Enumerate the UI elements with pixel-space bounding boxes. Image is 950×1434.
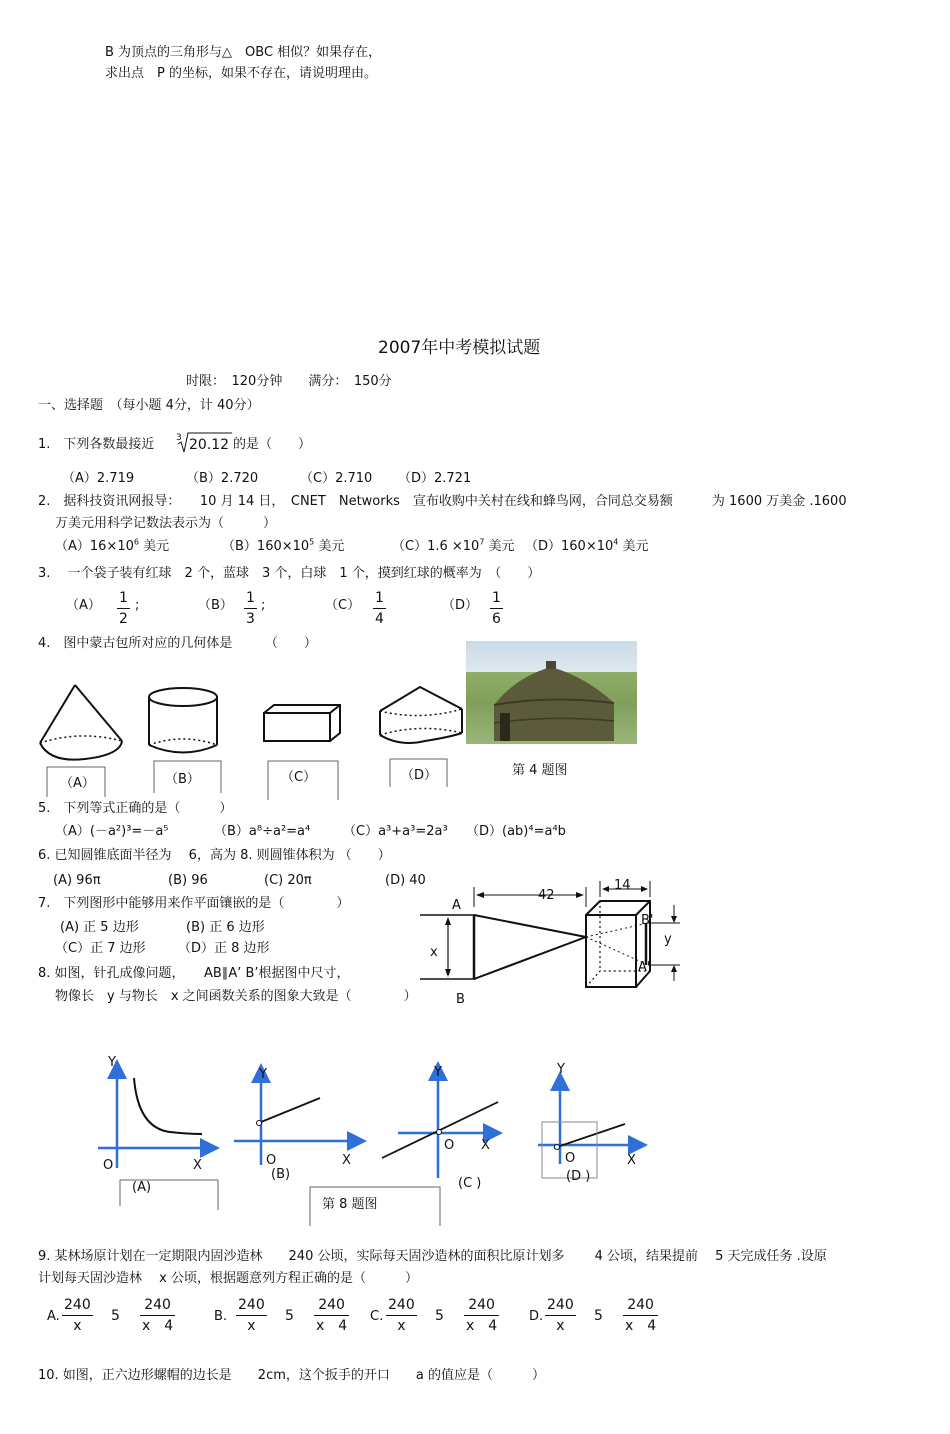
exam-meta: 时限： 120分钟 满分： 150分 [186,374,392,389]
q9-c-fraction-2: $\frac{240}{x 4}$ [466,1297,498,1334]
q3-fraction-d: $\frac{1}{6}$ [492,590,501,627]
cuboid-shape [264,705,340,741]
q6-option-c: (C) 20π [264,873,312,888]
q1-root-index: 3 [176,433,182,443]
graph-b-y-label: Y [259,1067,267,1082]
q9-option-c-letter: C. [370,1309,384,1324]
q3-label-b: （B） [198,598,233,613]
q9-d-fraction-1: $\frac{240}{x}$ [547,1297,574,1334]
q6-option-d: (D) 40 [385,873,426,888]
q3-sep-a: ; [135,598,140,613]
graph-b-caption: (B) [271,1167,291,1182]
graph-b-origin: O [266,1153,277,1168]
q5-option-c: （C）a³+a³=2a³ [343,824,448,839]
q3-fraction-c: $\frac{1}{4}$ [375,590,384,627]
q1-option-a: （A）2.719 [62,471,135,486]
graph-b [234,1068,362,1165]
q4-label-b: （B） [165,772,200,787]
pinhole-label-a: A [452,898,461,913]
q9-option-d-letter: D. [529,1309,544,1324]
q9-b-mid: 5 [285,1308,294,1324]
exam-title: 2007年中考模拟试题 [378,338,541,358]
q8-caption: 第 8 题图 [322,1197,378,1212]
graph-a [98,1064,218,1210]
q1-option-d: （D）2.721 [398,471,472,486]
q4-caption: 第 4 题图 [512,763,568,778]
q9-option-b-letter: B. [214,1309,228,1324]
q9-b-fraction-2: $\frac{240}{x 4}$ [316,1297,348,1334]
graph-d-caption: (D ) [566,1169,591,1184]
q1-option-c: （C）2.710 [300,471,373,486]
q9-c-mid: 5 [435,1308,444,1324]
graph-c-x-label: X [481,1138,490,1153]
pinhole-label-42: 42 [538,888,555,903]
q9-line-1: 9. 某林场原计划在一定期限内固沙造林 240 公顷，实际每天固沙造林的面积比原计划多 4 公顷，结果提前 5 天完成任务 .设原 [38,1249,827,1264]
q9-c-fraction-1: $\frac{240}{x}$ [388,1297,415,1334]
q3-label-d: （D） [442,598,479,613]
q5-option-d: （D）(ab)⁴=a⁴b [466,824,566,839]
q7-option-a: (A) 正 5 边形 [60,920,139,935]
graph-a-origin: O [103,1158,114,1173]
q9-b-fraction-1: $\frac{240}{x}$ [238,1297,265,1334]
q5-option-a: （A）(－a²)³=－a⁵ [55,824,169,839]
q4-label-c: （C） [281,770,317,785]
pinhole-label-a-prime: A' [638,960,651,975]
q3-label-c: （C） [325,598,361,613]
q9-d-fraction-2: $\frac{240}{x 4}$ [625,1297,657,1334]
graph-d-y-label: Y [557,1062,565,1077]
q2-option-c: $(C)1.6 \times 10^7$ 美元 [392,537,515,554]
pinhole-label-b-prime: B' [641,913,654,928]
q9-a-mid: 5 [111,1308,120,1324]
q6-text: 6. 已知圆锥底面半径为 6，高为 8. 则圆锥体积为 （ ） [38,848,391,863]
q2-option-d: $(D)160\times 10^4$ 美元 [525,537,649,554]
q9-a-fraction-1: $\frac{240}{x}$ [64,1297,91,1334]
q3-sep-b: ; [261,598,266,613]
q3-label-a: （A） [66,598,101,613]
q2-option-a: $(A)16\times 10^6$ 美元 [55,537,170,554]
section-heading: 一、选择题 （每小题 4分，计 40分） [38,398,260,413]
q7-option-d: （D）正 8 边形 [178,941,270,956]
q4-text: 4. 图中蒙古包所对应的几何体是 （ ） [38,636,317,651]
q7-option-b: (B) 正 6 边形 [186,920,265,935]
q7-option-c: （C）正 7 边形 [55,941,146,956]
yurt-illustration [486,655,636,745]
q3-text: 3. 一个袋子装有红球 2 个，蓝球 3 个，白球 1 个，摸到红球的概率为 （ ） [38,566,541,581]
graph-c-caption: (C ) [458,1176,482,1191]
q9-line-2: 计划每天固沙造林 x 公顷，根据题意列方程正确的是（ ） [38,1271,418,1286]
graph-a-x-label: X [193,1158,202,1173]
graph-c-origin: O [444,1138,455,1153]
q10-text: 10. 如图，正六边形螺帽的边长是 2cm，这个扳手的开口 a 的值应是（ ） [38,1368,545,1383]
q9-a-fraction-2: $\frac{240}{x 4}$ [142,1297,174,1334]
q1-option-b: （B）2.720 [186,471,259,486]
graph-d-x-label: X [627,1153,636,1168]
graph-a-caption: (A) [132,1180,152,1195]
q5-text: 5. 下列等式正确的是（ ） [38,801,233,816]
q9-d-mid: 5 [594,1308,603,1324]
q4-label-a: （A） [60,776,95,791]
q3-fraction-a: $\frac{1}{2}$ [119,590,128,627]
graph-c-y-label: Y [434,1065,442,1080]
q8-line-2: 物像长 y 与物长 x 之间函数关系的图象大致是（ ） [55,989,417,1004]
q8-line-1: 8. 如图，针孔成像问题， AB∥A’ B’根据图中尺寸， [38,966,350,981]
q4-solids-figure [30,675,470,805]
q1-text: 1. 下列各数最接近 [38,437,155,452]
q6-option-a: (A) 96π [53,873,101,888]
q2-line-1: 2. 据科技资讯网报导： 10 月 14 日， CNET Networks 宣布收购中关村在线和蜂鸟网，合同总交易额 为 1600 万美金 .1600 [38,494,847,509]
q6-option-b: (B) 96 [168,873,208,888]
q4-label-d: （D） [401,768,438,783]
cone-shape [40,685,122,760]
q2-option-b: $(B)160\times 10^5$ 美元 [222,537,345,554]
q7-text: 7. 下列图形中能够用来作平面镶嵌的是（ ） [38,896,350,911]
q1-radicand: 20.12 [189,437,230,453]
pinhole-label-14: 14 [614,878,631,893]
intro-line-1: B 为顶点的三角形与△ OBC 相似？如果存在， [105,45,382,60]
pinhole-label-x: x [430,945,438,960]
q9-option-a-letter: A. [47,1309,60,1324]
q2-line-2: 万美元用科学记数法表示为（ ） [55,516,277,531]
graph-b-x-label: X [342,1153,351,1168]
yurt-photo [466,641,637,744]
graph-a-y-label: Y [108,1055,116,1070]
cone-cylinder-shape [380,687,462,743]
q3-fraction-b: $\frac{1}{3}$ [246,590,255,627]
pinhole-label-y: y [664,932,672,947]
pinhole-label-b: B [456,992,465,1007]
cylinder-shape [149,688,217,753]
intro-line-2: 求出点 P 的坐标，如果不存在，请说明理由。 [105,66,377,81]
graph-d-origin: O [565,1151,576,1166]
q1-text-post: 的是（ ） [233,437,312,452]
q5-option-b: （B）a⁸÷a²=a⁴ [214,824,311,839]
